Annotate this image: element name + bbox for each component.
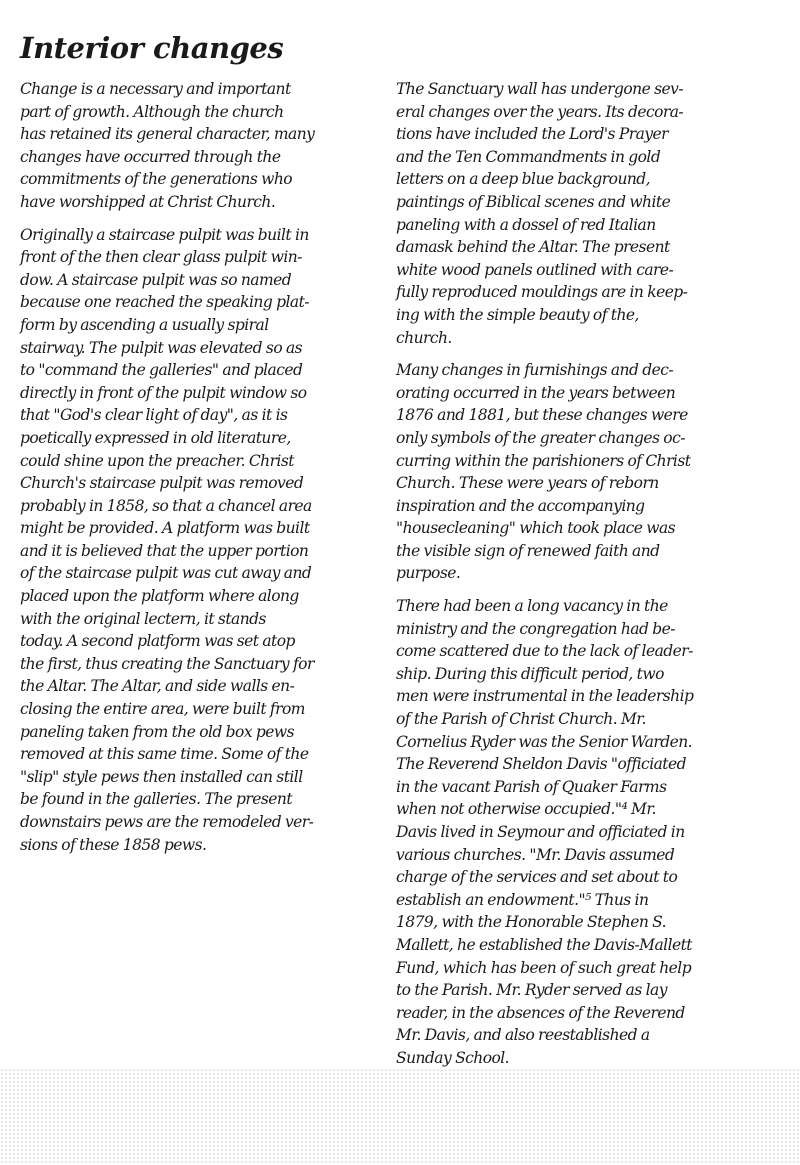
text-line: fully reproduced mouldings are in keep- [396,283,688,302]
text-line: the Altar. The Altar, and side walls en- [20,677,295,696]
text-line: the first, thus creating the Sanctuary for [20,654,314,673]
text-line: Originally a staircase pulpit was built in [20,225,309,244]
text-line: inspiration and the accompanying [396,496,645,515]
text-line: part of growth. Although the church [20,102,284,121]
text-line: come scattered due to the lack of leader- [396,642,693,661]
text-line: sions of these 1858 pews. [20,835,207,854]
text-line: Church. These were years of reborn [396,474,659,493]
text-line: probably in 1858, so that a chancel area [20,496,312,515]
text-line: the visible sign of renewed faith and [396,541,660,560]
text-line: front of the then clear glass pulpit win- [20,248,302,267]
text-line: paneling taken from the old box pews [20,722,295,741]
text-line: ministry and the congregation had be- [396,619,675,638]
text-line: charge of the services and set about to [396,868,678,887]
text-line: and it is believed that the upper portion [20,541,309,560]
text-line: ship. During this difficult period, two [396,664,664,683]
text-line: commitments of the generations who [20,170,293,189]
text-line: establish an endowment."⁵ Thus in [396,890,649,909]
text-line: tions have included the Lord's Prayer [396,125,668,144]
text-line: Change is a necessary and important [20,80,291,98]
text-line: might be provided. A platform was built [20,519,310,538]
text-line: only symbols of the greater changes oc- [396,428,685,447]
text-line: ing with the simple beauty of the, [396,305,639,324]
text-line: directly in front of the pulpit window so [20,383,307,402]
left-column [20,78,375,866]
text-line: 1876 and 1881, but these changes were [396,406,688,425]
text-line: There had been a long vacancy in the [396,597,668,616]
text-line: today. A second platform was set atop [20,632,295,651]
text-line: changes have occurred through the [20,147,281,166]
text-line: "housecleaning" which took place was [396,519,676,538]
text-line: "slip" style pews then installed can still [20,767,303,786]
text-line: with the original lectern, it stands [20,609,266,628]
text-line: Mallett, he established the Davis-Mallett [396,935,692,954]
text-line: letters on a deep blue background, [396,170,651,189]
text-line: Fund, which has been of such great help [396,958,692,977]
text-line: and the Ten Commandments in gold [396,147,661,166]
text-line: to "command the galleries" and placed [20,361,303,380]
dotted-footer-band [0,1068,800,1165]
page-title: Interior changes [20,31,284,65]
text-line: Church's staircase pulpit was removed [20,474,304,493]
right-column [396,78,756,1080]
text-line: The Reverend Sheldon Davis "officiated [396,755,686,774]
text-line: removed at this same time. Some of the [20,745,309,764]
text-line: placed upon the platform where along [20,587,299,606]
text-line: of the Parish of Christ Church. Mr. [396,710,646,729]
text-line: eral changes over the years. Its decora- [396,102,684,121]
text-line: in the vacant Parish of Quaker Farms [396,777,667,796]
text-line: that "God's clear light of day", as it is [20,406,288,425]
text-line: Many changes in furnishings and dec- [396,361,674,380]
text-line: damask behind the Altar. The present [396,238,670,257]
text-line: Mr. Davis, and also reestablished a [396,1026,650,1045]
body-paragraph [20,78,375,214]
text-line: purpose. [396,564,461,583]
text-line: poetically expressed in old literature, [20,428,291,447]
body-paragraph [396,595,756,1069]
text-line: Cornelius Ryder was the Senior Warden. [396,732,693,751]
text-line: men were instrumental in the leadership [396,687,694,706]
text-line: Davis lived in Seymour and officiated in [396,823,685,841]
text-line: dow. A staircase pulpit was so named [20,270,292,289]
text-line: downstairs pews are the remodeled ver- [20,813,314,831]
text-line: curring within the parishioners of Christ [396,451,691,470]
text-line: white wood panels outlined with care- [396,260,674,279]
text-line: form by ascending a usually spiral [20,315,269,334]
text-line: various churches. "Mr. Davis assumed [396,845,675,864]
text-line: paintings of Biblical scenes and white [396,192,671,211]
text-line: to the Parish. Mr. Ryder served as lay [396,981,667,1000]
text-line: closing the entire area, were built from [20,700,305,719]
text-line: reader, in the absences of the Reverend [396,1003,685,1022]
text-line: stairway. The pulpit was elevated so as [20,338,303,357]
body-paragraph [396,78,756,349]
text-line: when not otherwise occupied."⁴ Mr. [396,800,656,819]
text-line: orating occurred in the years between [396,383,676,402]
body-paragraph [20,224,375,857]
body-paragraph [396,359,756,585]
text-line: be found in the galleries. The present [20,790,293,809]
text-line: The Sanctuary wall has undergone sev- [396,80,684,98]
text-line: paneling with a dossel of red Italian [396,215,656,234]
text-line: has retained its general character, many [20,125,315,144]
text-line: Sunday School. [396,1048,510,1067]
text-line: 1879, with the Honorable Stephen S. [396,913,667,932]
text-line: of the staircase pulpit was cut away and [20,564,312,583]
text-line: could shine upon the preacher. Christ [20,451,294,470]
text-line: because one reached the speaking plat- [20,293,309,312]
text-line: church. [396,328,452,347]
text-line: have worshipped at Christ Church. [20,192,276,211]
